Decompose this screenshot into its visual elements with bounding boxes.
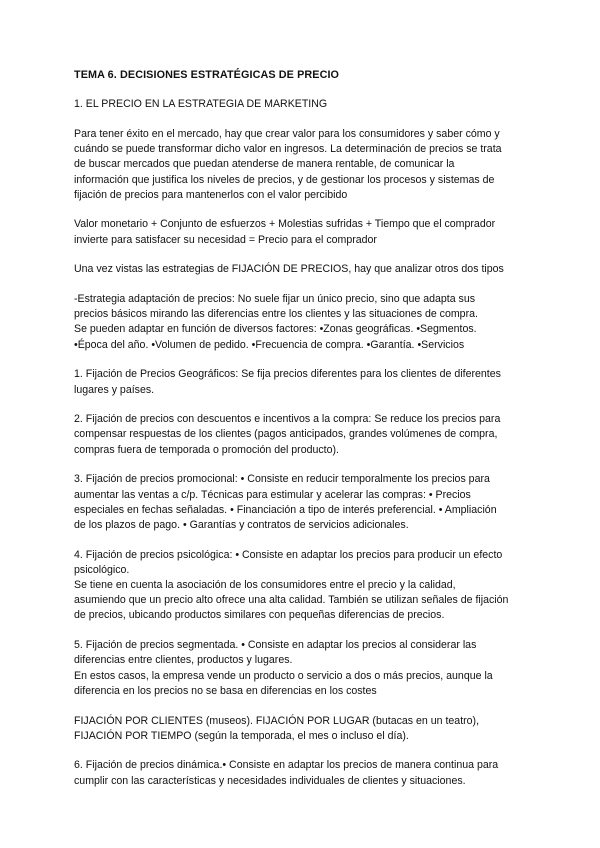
paragraph [74,217,534,247]
document-page [74,68,534,803]
paragraph [74,472,534,533]
text-line: invierte para satisfacer su necesidad = Precio para el comprador [74,233,377,246]
text-line: lugares y países. [74,383,155,396]
text-line: •Época del año. •Volumen de pedido. •Frecuencia de compra. •Garantía. •Servicios [74,338,465,351]
text-line: Se tiene en cuenta la asociación de los consumidores entre el precio y la calidad, [74,579,456,592]
text-line: 1. EL PRECIO EN LA ESTRATEGIA DE MARKETING [74,98,328,111]
paragraph [74,714,534,744]
paragraph [74,367,534,397]
text-line: cumplir con las características y necesidades individuales de clientes y situaciones. [74,774,466,787]
paragraph [74,262,534,277]
text-line: FIJACIÓN POR TIEMPO (según la temporada, el mes o incluso el día). [74,729,409,742]
text-line: Una vez vistas las estrategias de FIJACIÓN DE PRECIOS, hay que analizar otros dos tipos [74,263,504,276]
paragraph [74,127,534,203]
text-line: Valor monetario + Conjunto de esfuerzos + Molestias sufridas + Tiempo que el comprador [74,218,496,231]
paragraph [74,292,534,353]
text-line: FIJACIÓN POR CLIENTES (museos). FIJACIÓN POR LUGAR (butacas en un teatro), [74,714,480,727]
text-line: precios básicos mirando las diferencias entre los clientes y las situaciones de compra. [74,308,478,321]
text-line: cuándo se puede transformar dicho valor en ingresos. La determinación de precios se trata [74,143,502,156]
text-line: En estos casos, la empresa vende un producto o servicio a dos o más precios, aunque la [74,669,493,682]
document-body [74,97,534,789]
text-line: 1. Fijación de Precios Geográficos: Se fija precios diferentes para los clientes de diferentes [74,368,501,381]
text-line: aumentar las ventas a c/p. Técnicas para estimular y acelerar las compras: • Precios [74,488,471,501]
text-line: de buscar mercados que puedan atenderse de manera rentable, de comunicar la [74,158,455,171]
paragraph [74,97,534,112]
paragraph [74,412,534,458]
text-line: especiales en fechas señaladas. • Financiación a tipo de interés preferencial. • Ampliación [74,503,497,516]
document-title: TEMA 6. DECISIONES ESTRATÉGICAS DE PRECIO [74,69,340,81]
text-line: fijación de precios para mantenerlos con el valor percibido [74,188,348,201]
text-line: Se pueden adaptar en función de diversos factores: •Zonas geográficas. •Segmentos. [74,323,477,336]
text-line: 6. Fijación de precios dinámica.• Consiste en adaptar los precios de manera continua para [74,759,499,772]
text-line: 4. Fijación de precios psicológica: • Consiste en adaptar los precios para producir un efecto [74,548,503,561]
paragraph [74,638,534,699]
paragraph [74,758,534,788]
text-line: Para tener éxito en el mercado, hay que crear valor para los consumidores y saber cómo y [74,127,500,140]
paragraph [74,548,534,624]
text-line: psicológico. [74,563,130,576]
text-line: 5. Fijación de precios segmentada. • Consiste en adaptar los precios al considerar las [74,639,477,652]
text-line: compensar respuestas de los clientes (pagos anticipados, grandes volúmenes de compra, [74,428,498,441]
text-line: 3. Fijación de precios promocional: • Consiste en reducir temporalmente los precios para [74,473,490,486]
text-line: de precios, ubicando productos similares con pequeñas diferencias de precios. [74,609,445,622]
text-line: diferencia en los precios no se basa en diferencias en los costes [74,684,377,697]
text-line: compras fuera de temporada o promoción del producto). [74,443,339,456]
text-line: asumiendo que un precio alto ofrece una alta calidad. También se utilizan señales de fijación [74,594,509,607]
text-line: de los plazos de pago. • Garantías y contratos de servicios adicionales. [74,518,409,531]
text-line: 2. Fijación de precios con descuentos e incentivos a la compra: Se reduce los precios para [74,413,501,426]
text-line: información que justifica los niveles de precios, y de gestionar los procesos y sistemas de [74,173,495,186]
text-line: -Estrategia adaptación de precios: No suele fijar un único precio, sino que adapta sus [74,293,476,306]
text-line: diferencias entre clientes, productos y lugares. [74,654,293,667]
